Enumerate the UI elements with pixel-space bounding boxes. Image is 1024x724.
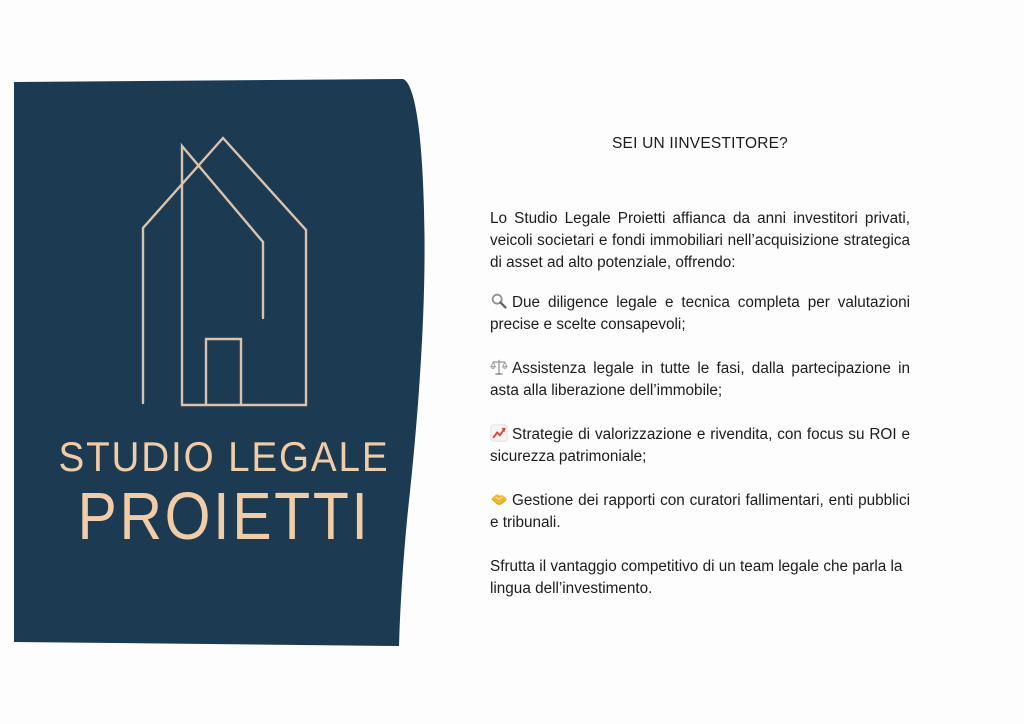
bullet-text: Due diligence legale e tecnica completa per valutazioni precise e scelte consapevoli; (490, 294, 910, 333)
bullet-due-diligence (490, 292, 910, 336)
brand-name-line2: PROIETTI (77, 479, 371, 554)
page-title: SEI UN IINVESTITORE? (612, 135, 788, 152)
bullet-text: Gestione dei rapporti con curatori fallimentari, enti pubblici e tribunali. (490, 492, 910, 531)
intro-paragraph: Lo Studio Legale Proietti affianca da anni investitori privati, veicoli societari e fondi immobiliari nell’acquisizione strategica di asset ad alto potenziale, offrendo: (490, 210, 910, 271)
chart-increasing-icon (490, 424, 508, 442)
brand-name-line1: STUDIO LEGALE (58, 433, 390, 480)
closing-paragraph: Sfrutta il vantaggio competitivo di un team legale che parla la lingua dell’investimento. (490, 558, 903, 597)
scales-icon (490, 358, 508, 376)
bullet-text: Strategie di valorizzazione e rivendita, con focus su ROI e sicurezza patrimoniale; (490, 426, 910, 465)
handshake-icon (490, 490, 508, 508)
magnifier-icon (490, 292, 508, 310)
bullet-text: Assistenza legale in tutte le fasi, dalla partecipazione in asta alla liberazione dell’immobile; (490, 360, 910, 399)
brand-panel-shape (14, 79, 425, 646)
bullet-strategie (490, 424, 910, 468)
bullet-assistenza-legale (490, 358, 910, 402)
brand-panel-graphic (0, 0, 440, 724)
bullet-gestione-rapporti (490, 490, 910, 534)
